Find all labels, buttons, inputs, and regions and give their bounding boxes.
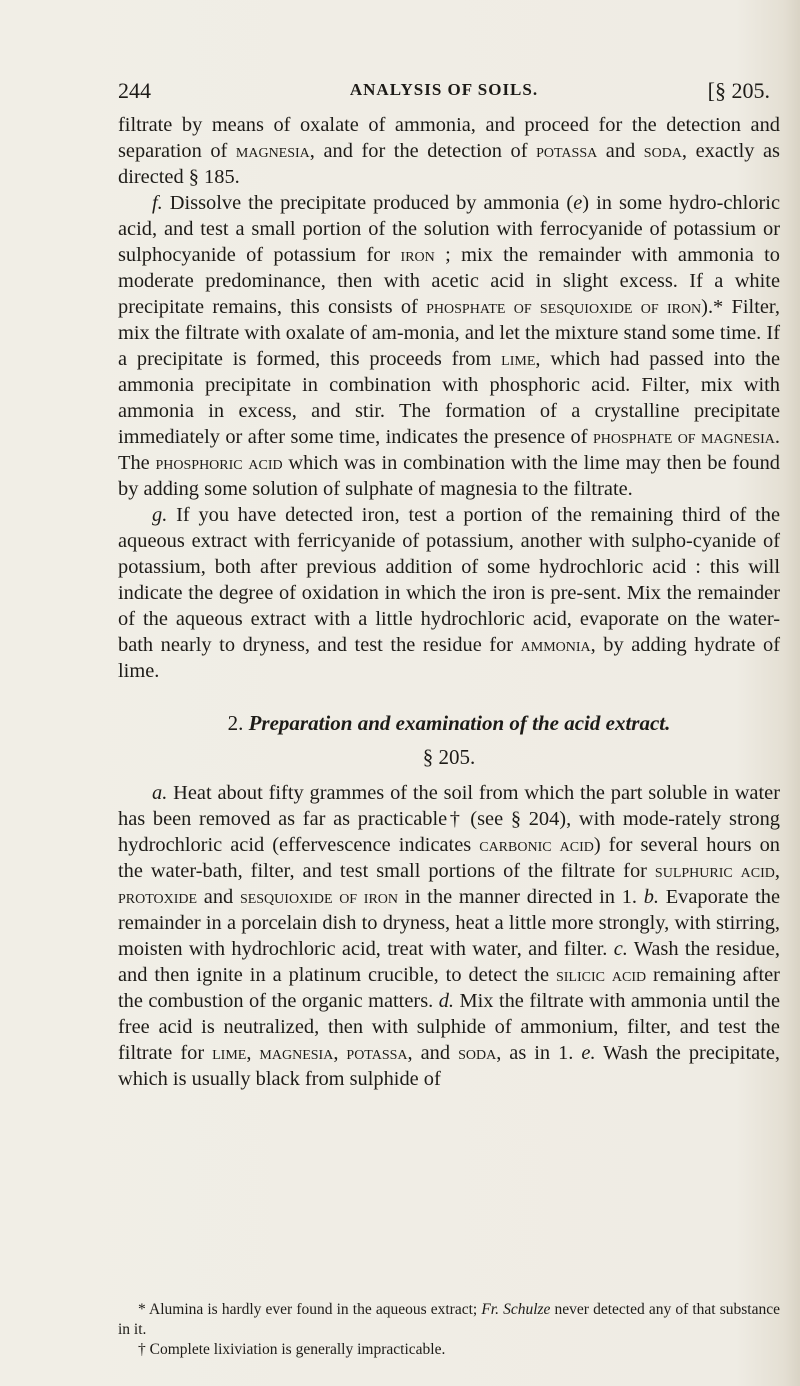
body-text [118,112,780,1092]
page-number: 244 [118,78,151,103]
paragraph-a: a. Heat about fifty grammes of the soil from which the part soluble in water has been removed as far as practicable† (see § 204), with mode-rately strong hydrochloric acid (effervescence indicates carbonic acid) for several hours on the water-bath, filter, and test small portions of the filtrate for sulphuric acid, protoxide and sesquioxide of iron in the manner directed in 1. b. Evaporate the remainder in a porcelain dish to dryness, heat a little more strongly, with stirring, moisten with hydrochloric acid, treat with water, and filter. c. Wash the residue, and then ignite in a platinum crucible, to detect the silicic acid remaining after the combustion of the organic matters. d. Mix the filtrate with ammonia until the free acid is neutralized, then with sulphide of ammonium, filter, and test the filtrate for lime, magnesia, potassa, and soda, as in 1. e. Wash the precipitate, which is usually black from sulphide of [118,782,781,1090]
section-marker: [§ 205. [707,78,770,103]
paragraph-g: g. If you have detected iron, test a portion of the remaining third of the aqueous extract with ferricyanide of potassium, another with sulpho-cyanide of potassium, both after previous addition of some hydrochloric acid : this will indicate the degree of oxidation in which the iron is pre-sent. Mix the remainder of the aqueous extract with a little hydrochloric acid, evaporate on the water-bath nearly to dryness, and test the residue for ammonia, by adding hydrate of lime. [118,504,780,682]
footnote-2: † Complete lixiviation is generally impracticable. [138,1341,446,1358]
subsection-heading: 2. Preparation and examination of the acid extract. [227,711,671,735]
running-title: ANALYSIS OF SOILS. [349,80,539,99]
paragraph-continuation: filtrate by means of oxalate of ammonia, and proceed for the detection and separation of magnesia, and for the detection of potassa and soda, exactly as directed § 185. [118,114,780,188]
section-number: § 205. [422,745,476,769]
footnotes [118,1300,780,1360]
footnote-1: * Alumina is hardly ever found in the aqueous extract; Fr. Schulze never detected any of that substance in it. [118,1301,780,1338]
paragraph-f: f. Dissolve the precipitate produced by ammonia (e) in some hydro-chloric acid, and test a small portion of the solution with ferrocyanide of potassium or sulphocyanide of potassium for iron ; mix the remainder with ammonia to moderate predominance, then with acetic acid in slight excess. If a white precipitate remains, this consists of phosphate of sesquioxide of iron).* Filter, mix the filtrate with oxalate of am-monia, and let the mixture stand some time. If a precipitate is formed, this proceeds from lime, which had passed into the ammonia precipitate in combination with phosphoric acid. Filter, mix with ammonia in excess, and stir. The formation of a crystalline precipitate immediately or after some time, indicates the presence of phosphate of magnesia. The phosphoric acid which was in combination with the lime may then be found by adding some solution of sulphate of magnesia to the filtrate. [118,192,780,500]
page-header [118,78,770,108]
